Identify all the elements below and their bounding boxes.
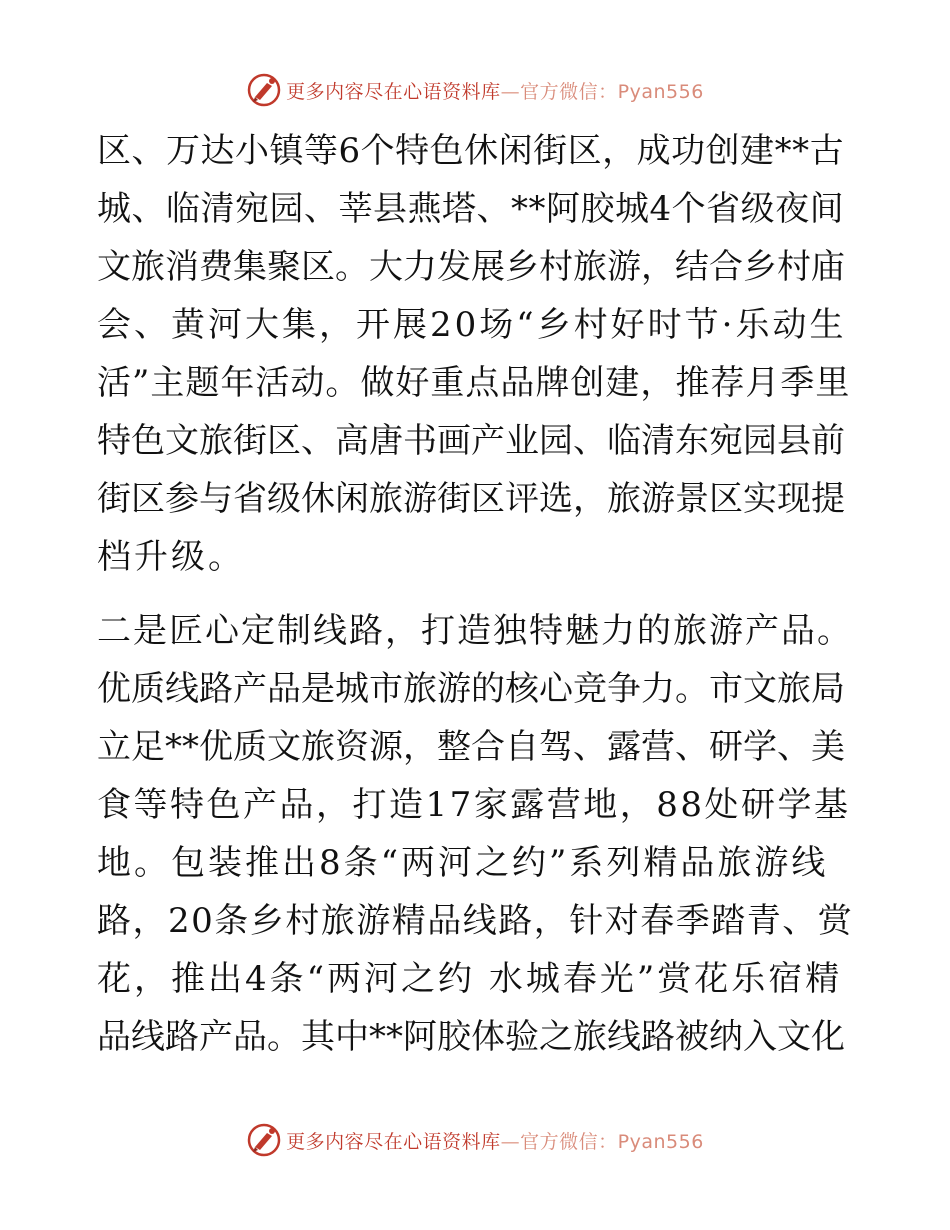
watermark-separator: — — [500, 80, 521, 103]
text-line: 档升级。 — [97, 537, 245, 577]
watermark-wechat-text: 官方微信：Pyan556 — [520, 80, 704, 103]
text-line: 城、临清宛园、莘县燕塔、**阿胶城4个省级夜间 — [97, 189, 845, 229]
header-watermark — [0, 70, 950, 110]
document-body — [97, 122, 853, 1066]
text-line: 品线路产品。其中**阿胶体验之旅线路被纳入文化 — [97, 1017, 845, 1057]
text-line: 文旅消费集聚区。大力发展乡村旅游，结合乡村庙 — [97, 247, 845, 287]
pen-logo-icon — [246, 72, 282, 108]
footer-watermark — [0, 1120, 950, 1160]
text-line: 区、万达小镇等6个特色休闲街区，成功创建**古 — [97, 131, 845, 171]
text-line: 特色文旅街区、高唐书画产业园、临清东宛园县前 — [97, 421, 845, 461]
text-line: 立足**优质文旅资源，整合自驾、露营、研学、美 — [97, 727, 845, 767]
watermark-separator: — — [500, 1130, 521, 1153]
watermark-wechat-text: 官方微信：Pyan556 — [520, 1130, 704, 1153]
text-line: 食等特色产品，打造17家露营地，88处研学基 — [97, 785, 851, 825]
text-line: 地。包装推出8条“两河之约”系列精品旅游线 — [97, 843, 829, 883]
text-line: 路，20条乡村旅游精品线路，针对春季踏青、赏 — [97, 901, 854, 941]
watermark-main-text: 更多内容尽在心语资料库 — [286, 80, 501, 103]
watermark-main-text: 更多内容尽在心语资料库 — [286, 1130, 501, 1153]
text-line: 活”主题年活动。做好重点品牌创建，推荐月季里 — [97, 363, 851, 403]
text-line: 会、黄河大集，开展20场“乡村好时节·乐动生 — [97, 305, 847, 345]
text-line: 街区参与省级休闲旅游街区评选，旅游景区实现提 — [97, 479, 845, 519]
paragraph-1 — [97, 122, 853, 586]
pen-logo-icon — [246, 1122, 282, 1158]
text-line: 二是匠心定制线路，打造独特魅力的旅游产品。 — [97, 611, 853, 651]
paragraph-2 — [97, 602, 853, 1066]
text-line: 优质线路产品是城市旅游的核心竞争力。市文旅局 — [97, 669, 845, 709]
text-line: 花，推出4条“两河之约 水城春光”赏花乐宿精 — [97, 959, 843, 999]
